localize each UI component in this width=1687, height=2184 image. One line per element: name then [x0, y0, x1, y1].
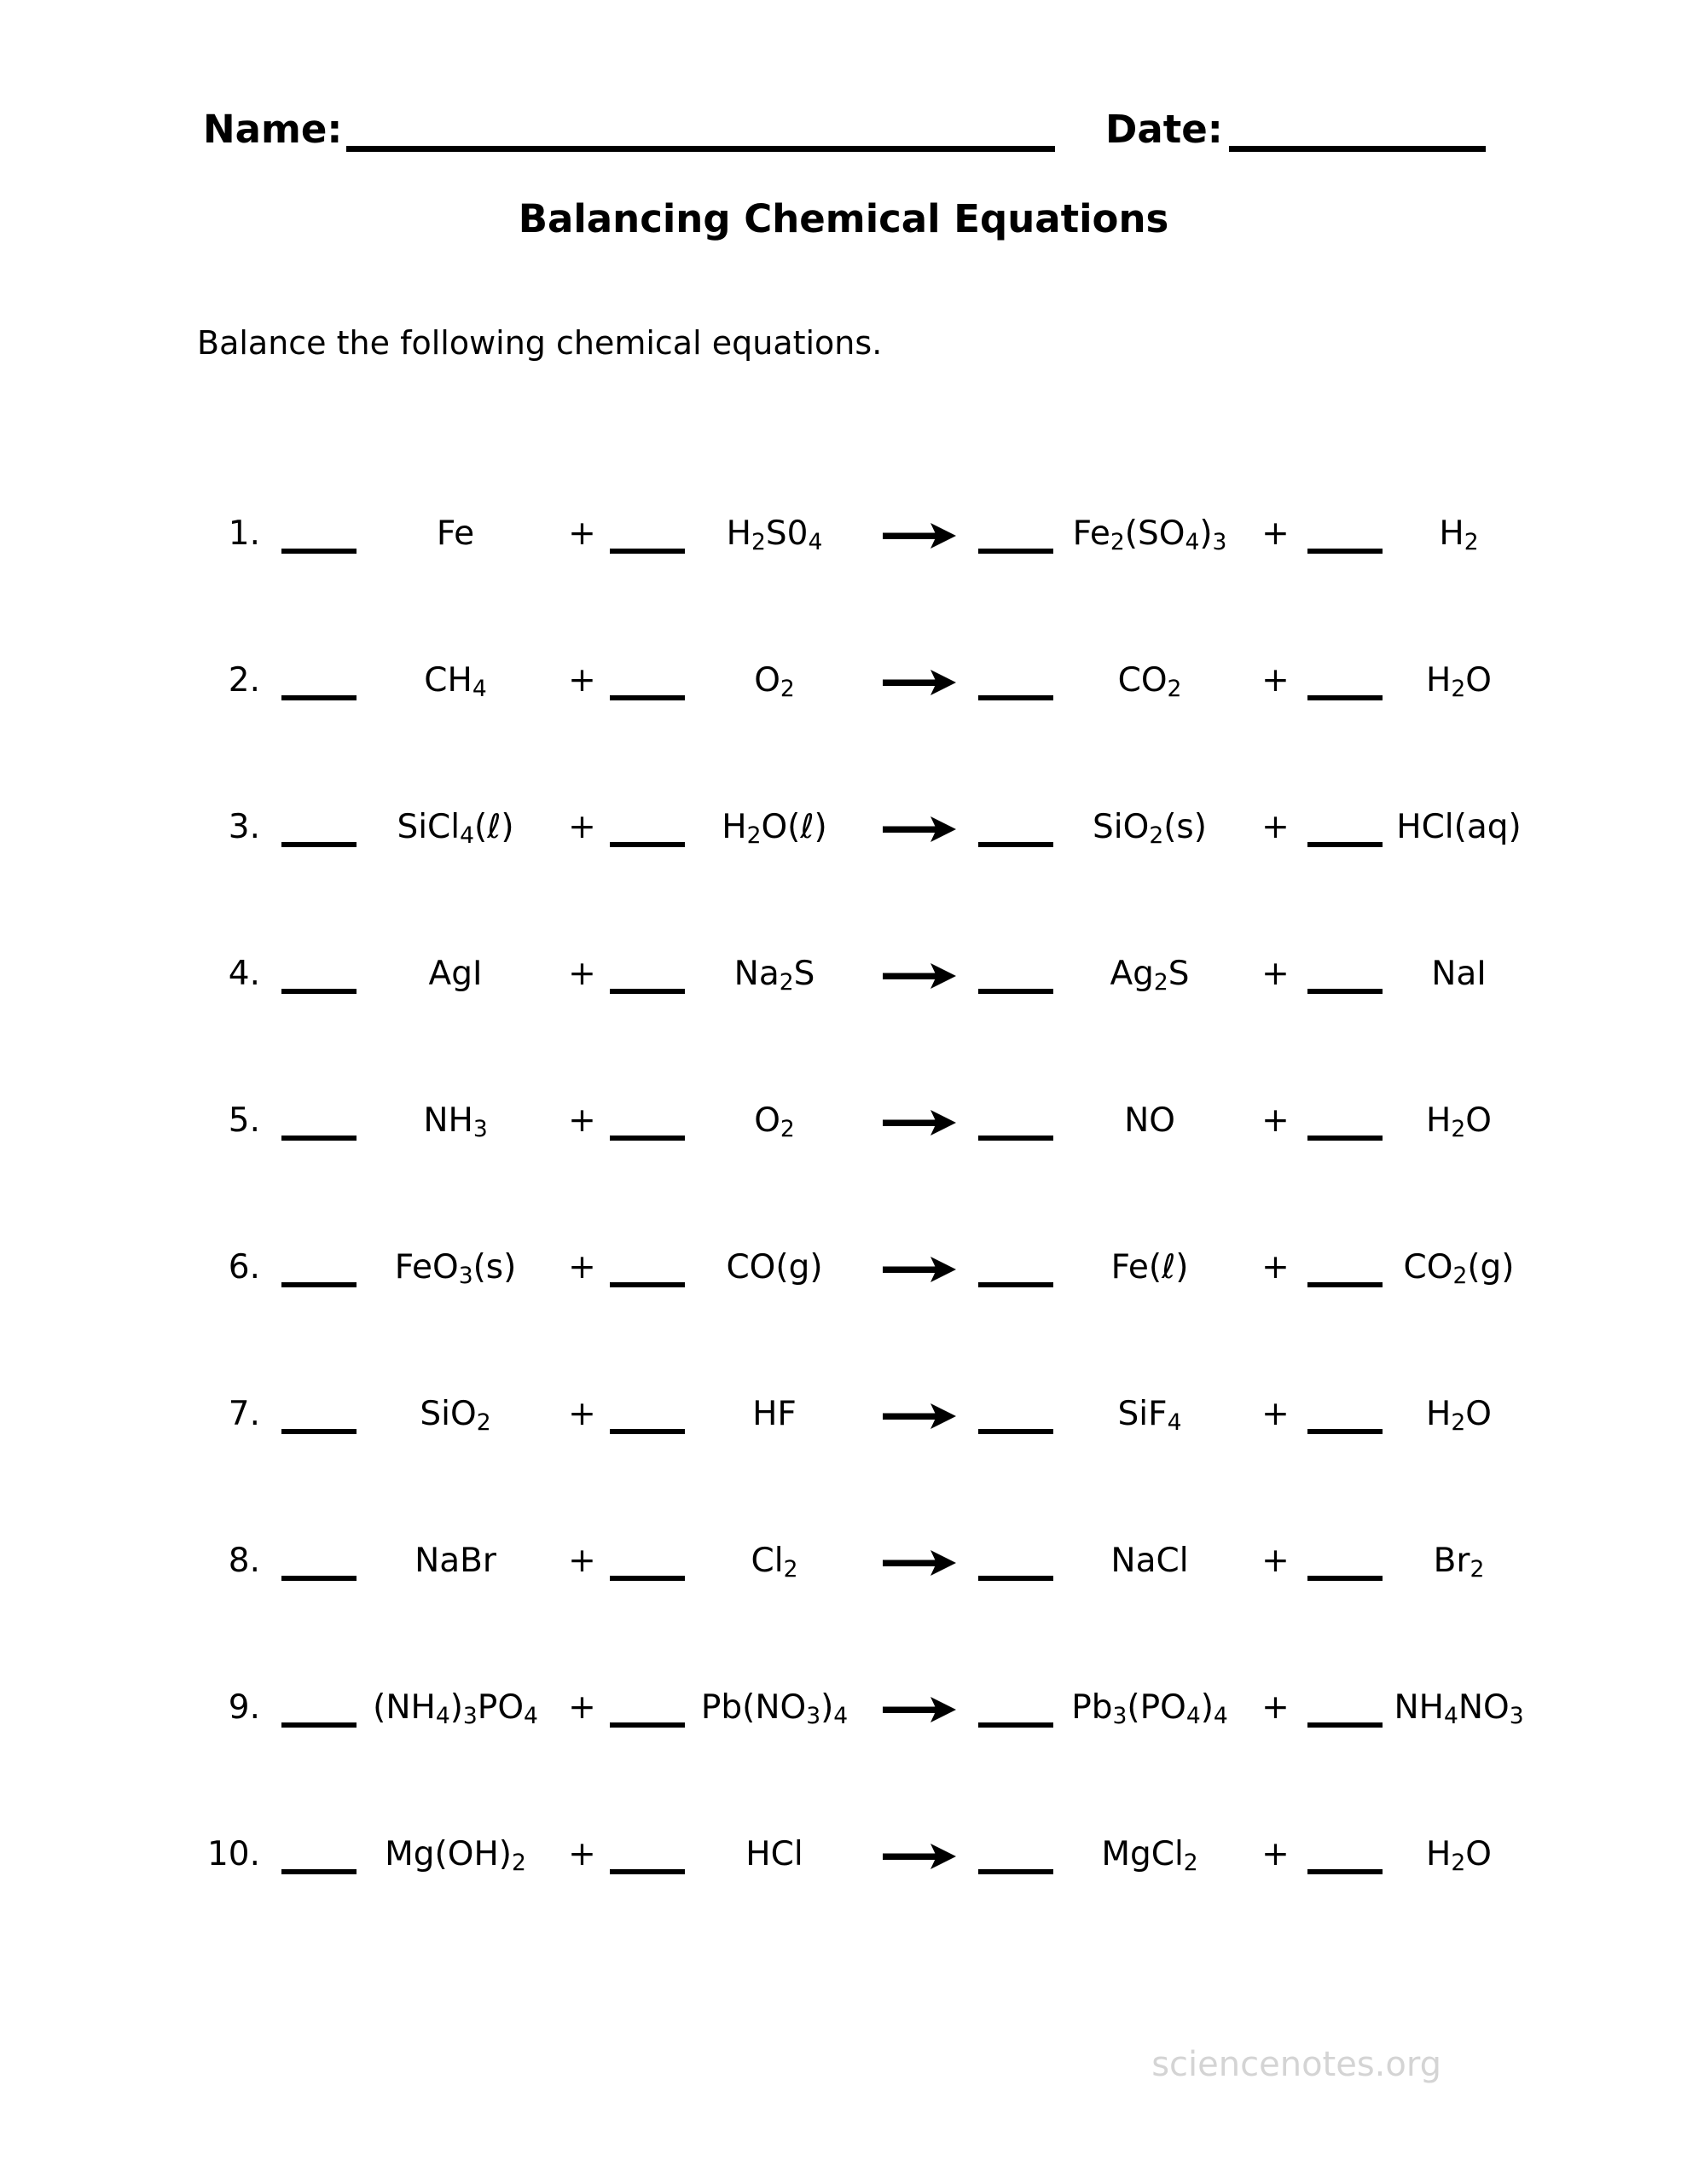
reaction-arrow-icon	[883, 1844, 956, 1869]
equation-row	[171, 1395, 1535, 1436]
product-1-formula: $CO_2$	[1117, 661, 1182, 702]
reaction-arrow-icon	[883, 670, 956, 695]
product-2-formula: HCl(aq)	[1396, 808, 1522, 846]
coefficient-blank-1[interactable]	[281, 1559, 357, 1581]
product-2-formula: $H_2O$	[1426, 1395, 1492, 1436]
coefficient-blank-4[interactable]	[1307, 1118, 1383, 1141]
reactant-1-formula: AgI	[428, 955, 483, 993]
coefficient-blank-2[interactable]	[610, 1852, 685, 1874]
product-1-formula: $Ag_2S$	[1110, 955, 1190, 996]
plus-sign: +	[1261, 1542, 1290, 1580]
plus-sign: +	[568, 1395, 596, 1433]
coefficient-blank-1[interactable]	[281, 531, 357, 554]
page-title: Balancing Chemical Equations	[518, 196, 1169, 241]
coefficient-blank-4[interactable]	[1307, 1852, 1383, 1874]
product-2-formula: NaI	[1431, 955, 1487, 993]
coefficient-blank-1[interactable]	[281, 1118, 357, 1141]
coefficient-blank-4[interactable]	[1307, 1265, 1383, 1287]
coefficient-blank-3[interactable]	[978, 678, 1053, 700]
plus-sign: +	[568, 808, 596, 846]
product-1-formula: NaCl	[1110, 1542, 1189, 1580]
plus-sign: +	[568, 1101, 596, 1140]
equation-number: 9.	[228, 1688, 260, 1727]
equation-number: 1.	[228, 514, 260, 553]
product-1-formula: MgCl$_2$	[1101, 1835, 1198, 1876]
name-label: Name:	[203, 107, 343, 152]
plus-sign: +	[568, 1542, 596, 1580]
coefficient-blank-4[interactable]	[1307, 1412, 1383, 1434]
equation-row	[171, 1101, 1535, 1142]
coefficient-blank-3[interactable]	[978, 1265, 1053, 1287]
equation-number: 7.	[228, 1395, 260, 1433]
plus-sign: +	[568, 955, 596, 993]
coefficient-blank-2[interactable]	[610, 1118, 685, 1141]
plus-sign: +	[568, 1248, 596, 1287]
reaction-arrow-icon	[883, 1403, 956, 1429]
product-2-formula: $Br_2$	[1433, 1542, 1485, 1583]
coefficient-blank-1[interactable]	[281, 825, 357, 847]
reactant-2-formula: $Pb(NO_3)_4$	[700, 1688, 849, 1729]
plus-sign: +	[568, 661, 596, 700]
product-2-formula: $H_2O$	[1426, 1835, 1492, 1876]
plus-sign: +	[1261, 1248, 1290, 1287]
plus-sign: +	[1261, 1395, 1290, 1433]
coefficient-blank-3[interactable]	[978, 1412, 1053, 1434]
coefficient-blank-2[interactable]	[610, 1412, 685, 1434]
equation-row	[171, 808, 1535, 849]
reactant-1-formula: $NH_3$	[423, 1101, 488, 1142]
reactant-1-formula: SiO$_2$	[420, 1395, 491, 1436]
equation-row	[171, 661, 1535, 702]
coefficient-blank-2[interactable]	[610, 531, 685, 554]
reactant-2-formula: $O_2$	[754, 1101, 795, 1142]
coefficient-blank-1[interactable]	[281, 1852, 357, 1874]
plus-sign: +	[1261, 661, 1290, 700]
reactant-1-formula: Fe	[436, 514, 475, 553]
equation-number: 10.	[206, 1835, 260, 1873]
plus-sign: +	[1261, 808, 1290, 846]
product-2-formula: $H_2O$	[1426, 1101, 1492, 1142]
reaction-arrow-icon	[883, 1257, 956, 1282]
equation-number: 2.	[228, 661, 260, 700]
plus-sign: +	[1261, 1101, 1290, 1140]
equation-row	[171, 514, 1535, 555]
equation-number: 5.	[228, 1101, 260, 1140]
reaction-arrow-icon	[883, 523, 956, 549]
equation-row	[171, 955, 1535, 996]
coefficient-blank-1[interactable]	[281, 972, 357, 994]
product-2-formula: $NH_4NO_3$	[1394, 1688, 1524, 1729]
coefficient-blank-4[interactable]	[1307, 825, 1383, 847]
equation-number: 4.	[228, 955, 260, 993]
product-1-formula: SiO$_2$(s)	[1093, 808, 1207, 849]
reactant-2-formula: $Cl_2$	[751, 1542, 798, 1583]
coefficient-blank-4[interactable]	[1307, 531, 1383, 554]
reaction-arrow-icon	[883, 1550, 956, 1576]
plus-sign: +	[568, 514, 596, 553]
reactant-2-formula: $H_2O(\ell)$	[722, 808, 827, 849]
coefficient-blank-3[interactable]	[978, 1705, 1053, 1728]
coefficient-blank-1[interactable]	[281, 1705, 357, 1728]
product-2-formula: $H_2O$	[1426, 661, 1492, 702]
coefficient-blank-4[interactable]	[1307, 678, 1383, 700]
plus-sign: +	[568, 1688, 596, 1727]
reaction-arrow-icon	[883, 816, 956, 842]
product-1-formula: SiF$_4$	[1117, 1395, 1182, 1436]
reactant-2-formula: HF	[752, 1395, 797, 1433]
product-1-formula: $Pb_3(PO_4)_4$	[1071, 1688, 1228, 1729]
plus-sign: +	[1261, 955, 1290, 993]
reaction-arrow-icon	[883, 1110, 956, 1136]
coefficient-blank-2[interactable]	[610, 825, 685, 847]
coefficient-blank-2[interactable]	[610, 1265, 685, 1287]
coefficient-blank-1[interactable]	[281, 1265, 357, 1287]
coefficient-blank-4[interactable]	[1307, 972, 1383, 994]
instruction-text: Balance the following chemical equations.	[197, 324, 883, 362]
date-label: Date:	[1105, 107, 1223, 152]
reactant-1-formula: FeO$_3$(s)	[394, 1248, 517, 1289]
equation-number: 6.	[228, 1248, 260, 1287]
product-1-formula: NO	[1124, 1101, 1175, 1140]
equation-row	[171, 1688, 1535, 1729]
product-1-formula: $Fe_2(SO_4)_3$	[1072, 514, 1227, 555]
coefficient-blank-1[interactable]	[281, 1412, 357, 1434]
reactant-2-formula: CO(g)	[726, 1248, 823, 1287]
plus-sign: +	[568, 1835, 596, 1873]
coefficient-blank-2[interactable]	[610, 1559, 685, 1581]
equation-number: 8.	[228, 1542, 260, 1580]
coefficient-blank-3[interactable]	[978, 1559, 1053, 1581]
footer-site-text: sciencenotes.org	[1151, 2045, 1441, 2084]
coefficient-blank-3[interactable]	[978, 825, 1053, 847]
plus-sign: +	[1261, 1835, 1290, 1873]
plus-sign: +	[1261, 514, 1290, 553]
product-2-formula: $H_2$	[1439, 514, 1479, 555]
equation-row	[171, 1835, 1535, 1876]
coefficient-blank-2[interactable]	[610, 678, 685, 700]
reactant-2-formula: $H_2S0_4$	[726, 514, 823, 555]
equation-row	[171, 1248, 1535, 1289]
reactant-2-formula: HCl	[745, 1835, 803, 1873]
product-1-formula: Fe(ℓ)	[1110, 1248, 1189, 1287]
reactant-1-formula: NaBr	[415, 1542, 496, 1580]
coefficient-blank-2[interactable]	[610, 972, 685, 994]
equation-number: 3.	[228, 808, 260, 846]
coefficient-blank-3[interactable]	[978, 972, 1053, 994]
coefficient-blank-2[interactable]	[610, 1705, 685, 1728]
coefficient-blank-3[interactable]	[978, 531, 1053, 554]
coefficient-blank-4[interactable]	[1307, 1559, 1383, 1581]
coefficient-blank-4[interactable]	[1307, 1705, 1383, 1728]
reaction-arrow-icon	[883, 963, 956, 989]
reactant-1-formula: SiCl$_4$(ℓ)	[397, 808, 514, 849]
reactant-1-formula: $(NH_4)_3PO_4$	[373, 1688, 538, 1729]
plus-sign: +	[1261, 1688, 1290, 1727]
reactant-1-formula: $CH_4$	[424, 661, 487, 702]
product-2-formula: $CO_2(g)$	[1403, 1248, 1515, 1289]
reaction-arrow-icon	[883, 1697, 956, 1722]
reactant-1-formula: $Mg(OH)_2$	[385, 1835, 526, 1876]
coefficient-blank-1[interactable]	[281, 678, 357, 700]
coefficient-blank-3[interactable]	[978, 1118, 1053, 1141]
equation-row	[171, 1542, 1535, 1583]
coefficient-blank-3[interactable]	[978, 1852, 1053, 1874]
reactant-2-formula: $O_2$	[754, 661, 795, 702]
reactant-2-formula: $Na_2S$	[733, 955, 815, 996]
